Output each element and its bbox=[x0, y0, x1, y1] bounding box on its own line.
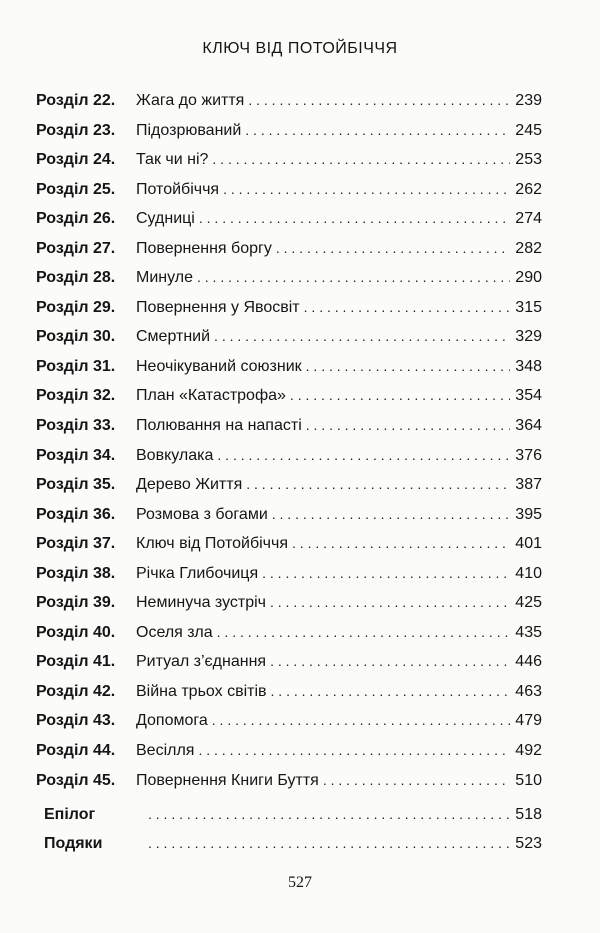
chapter-label: Розділ 28. bbox=[36, 269, 116, 287]
dot-leader bbox=[148, 800, 510, 829]
dot-leader bbox=[272, 500, 510, 530]
epilogue-page: 518 bbox=[515, 806, 542, 823]
dot-leader bbox=[276, 234, 510, 264]
chapter-label: Розділ 22. bbox=[36, 92, 116, 109]
chapter-title: Неминуча зустріч bbox=[136, 594, 266, 612]
toc-entry[interactable] bbox=[36, 234, 542, 264]
dot-leader bbox=[245, 116, 510, 146]
chapter-label: Розділ 32. bbox=[36, 387, 116, 405]
chapter-title: Вовкулака bbox=[136, 446, 214, 464]
toc-entry[interactable] bbox=[36, 263, 542, 293]
chapter-label: Розділ 41. bbox=[36, 653, 116, 671]
chapter-label: Розділ 23. bbox=[36, 121, 116, 139]
chapter-label: Розділ 24. bbox=[36, 151, 116, 169]
toc-entry[interactable] bbox=[36, 618, 542, 648]
chapter-title: Ритуал з’єднання bbox=[136, 653, 267, 671]
toc-entry[interactable] bbox=[36, 411, 542, 441]
chapter-label: Розділ 30. bbox=[36, 328, 116, 346]
chapter-page: 245 bbox=[515, 121, 542, 139]
chapter-page: 290 bbox=[515, 269, 542, 287]
back-matter bbox=[44, 800, 542, 858]
toc-entry-acknowledgements[interactable] bbox=[44, 829, 542, 858]
chapter-label: Розділ 29. bbox=[36, 298, 116, 316]
chapter-title: Підозрюваний bbox=[136, 121, 242, 139]
toc-entry[interactable] bbox=[36, 322, 542, 352]
chapter-label: Розділ 27. bbox=[36, 239, 116, 257]
dot-leader bbox=[198, 736, 510, 766]
chapter-title: Оселя зла bbox=[136, 623, 213, 641]
chapter-title: Потойбіччя bbox=[136, 180, 220, 198]
chapter-label: Розділ 35. bbox=[36, 476, 116, 494]
dot-leader bbox=[212, 706, 510, 736]
dot-leader bbox=[217, 441, 510, 471]
page-title: КЛЮЧ ВІД ПОТОЙБІЧЧЯ bbox=[202, 40, 398, 57]
chapter-label: Розділ 36. bbox=[36, 505, 116, 523]
chapter-label: Розділ 31. bbox=[36, 357, 116, 375]
dot-leader bbox=[246, 470, 510, 500]
chapter-title: Допомога bbox=[136, 712, 208, 730]
chapter-page: 410 bbox=[515, 564, 542, 582]
toc-entry[interactable] bbox=[36, 470, 542, 500]
chapter-label: Розділ 26. bbox=[36, 210, 116, 228]
toc-entry[interactable] bbox=[36, 441, 542, 471]
page-number: 527 bbox=[288, 874, 312, 891]
chapter-page: 510 bbox=[515, 771, 542, 789]
toc-entry[interactable] bbox=[36, 175, 542, 205]
chapter-page: 364 bbox=[515, 417, 542, 435]
table-of-contents bbox=[36, 86, 542, 795]
chapter-label: Розділ 33. bbox=[36, 417, 116, 435]
chapter-title: Повернення Книги Буття bbox=[136, 771, 319, 789]
chapter-label: Розділ 38. bbox=[36, 564, 116, 582]
chapter-title: Неочікуваний союзник bbox=[136, 357, 302, 375]
chapter-title: Минуле bbox=[136, 269, 193, 287]
toc-entry[interactable] bbox=[36, 293, 542, 323]
chapter-label: Розділ 37. bbox=[36, 535, 116, 553]
toc-entry[interactable] bbox=[36, 706, 542, 736]
chapter-page: 282 bbox=[515, 239, 542, 257]
chapter-label: Розділ 34. bbox=[36, 446, 116, 464]
toc-entry[interactable] bbox=[36, 588, 542, 618]
epilogue-label: Епілог bbox=[44, 806, 96, 823]
chapter-page: 239 bbox=[515, 92, 542, 109]
chapter-label: Розділ 39. bbox=[36, 594, 116, 612]
chapter-page: 395 bbox=[515, 505, 542, 523]
toc-entry[interactable] bbox=[36, 204, 542, 234]
chapter-title: Розмова з богами bbox=[136, 505, 268, 523]
toc-entry[interactable] bbox=[36, 381, 542, 411]
chapter-page: 446 bbox=[515, 653, 542, 671]
acknowledgements-page: 523 bbox=[515, 835, 542, 852]
chapter-label: Розділ 42. bbox=[36, 682, 116, 700]
dot-leader bbox=[214, 322, 510, 352]
dot-leader bbox=[248, 86, 510, 116]
toc-entry[interactable] bbox=[36, 736, 542, 766]
chapter-label: Розділ 40. bbox=[36, 623, 116, 641]
chapter-label: Розділ 44. bbox=[36, 742, 116, 760]
dot-leader bbox=[223, 175, 510, 205]
chapter-title: Повернення боргу bbox=[136, 239, 272, 257]
chapter-title: Жага до життя bbox=[136, 92, 245, 109]
dot-leader bbox=[212, 145, 510, 175]
chapter-page: 274 bbox=[515, 210, 542, 228]
chapter-page: 425 bbox=[515, 594, 542, 612]
dot-leader bbox=[270, 647, 510, 677]
chapter-title: План «Катастрофа» bbox=[136, 387, 286, 405]
chapter-title: Річка Глибочиця bbox=[136, 564, 259, 582]
chapter-page: 262 bbox=[515, 180, 542, 198]
toc-entry[interactable] bbox=[36, 529, 542, 559]
chapter-label: Розділ 43. bbox=[36, 712, 116, 730]
chapter-title: Смертний bbox=[136, 328, 211, 346]
chapter-title: Дерево Життя bbox=[136, 476, 243, 494]
dot-leader bbox=[306, 352, 510, 382]
dot-leader bbox=[304, 293, 510, 323]
chapter-page: 463 bbox=[515, 682, 542, 700]
dot-leader bbox=[290, 381, 510, 411]
chapter-page: 479 bbox=[515, 712, 542, 730]
chapter-page: 354 bbox=[515, 387, 542, 405]
dot-leader bbox=[270, 588, 510, 618]
toc-entry[interactable] bbox=[36, 766, 542, 796]
toc-entry[interactable] bbox=[36, 559, 542, 589]
chapter-title: Весілля bbox=[136, 742, 195, 760]
toc-entry[interactable] bbox=[36, 116, 542, 146]
chapter-page: 348 bbox=[515, 357, 542, 375]
toc-entry[interactable] bbox=[36, 647, 542, 677]
dot-leader bbox=[271, 677, 510, 707]
chapter-page: 401 bbox=[515, 535, 542, 553]
chapter-title: Полювання на напасті bbox=[136, 417, 302, 435]
chapter-page: 492 bbox=[515, 742, 542, 760]
dot-leader bbox=[262, 559, 510, 589]
toc-entry[interactable] bbox=[36, 145, 542, 175]
chapter-label: Розділ 45. bbox=[36, 771, 116, 789]
acknowledgements-label: Подяки bbox=[44, 835, 103, 852]
toc-entry[interactable] bbox=[36, 352, 542, 382]
chapter-page: 329 bbox=[515, 328, 542, 346]
dot-leader bbox=[148, 829, 510, 858]
toc-entry-epilogue[interactable] bbox=[44, 800, 542, 829]
chapter-page: 435 bbox=[515, 623, 542, 641]
chapter-title: Ключ від Потойбіччя bbox=[136, 535, 289, 553]
dot-leader bbox=[217, 618, 510, 648]
chapter-page: 387 bbox=[515, 476, 542, 494]
chapter-title: Так чи ні? bbox=[136, 151, 209, 169]
toc-entry[interactable] bbox=[36, 86, 542, 116]
dot-leader bbox=[199, 204, 510, 234]
dot-leader bbox=[306, 411, 510, 441]
toc-entry[interactable] bbox=[36, 677, 542, 707]
chapter-title: Повернення у Явосвіт bbox=[136, 298, 300, 316]
chapter-label: Розділ 25. bbox=[36, 180, 116, 198]
chapter-page: 376 bbox=[515, 446, 542, 464]
chapter-title: Судниці bbox=[136, 210, 195, 228]
chapter-title: Війна трьох світів bbox=[136, 682, 267, 700]
chapter-page: 253 bbox=[515, 151, 542, 169]
chapter-page: 315 bbox=[515, 298, 542, 316]
dot-leader bbox=[292, 529, 510, 559]
dot-leader bbox=[323, 766, 510, 796]
toc-entry[interactable] bbox=[36, 500, 542, 530]
dot-leader bbox=[197, 263, 510, 293]
